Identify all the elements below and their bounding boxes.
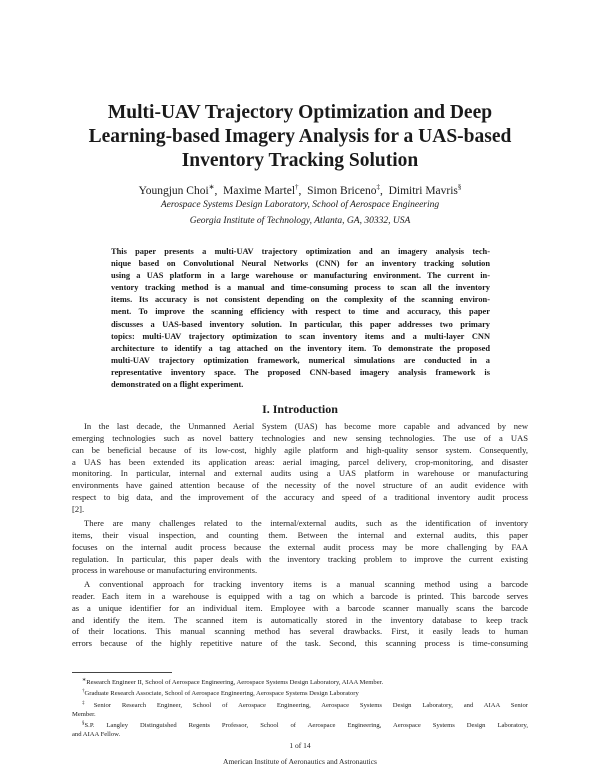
- footnote: [72, 719, 528, 730]
- body-line: [2].: [72, 503, 85, 514]
- body-paragraph: [72, 518, 528, 577]
- author-mark: §: [457, 183, 462, 191]
- author-mark: †: [295, 183, 299, 191]
- abstract-line: multi-UAV trajectory optimization framework, numerical simulations are conducted in a: [111, 355, 490, 365]
- author-list: Youngjun Choi∗, Maxime Martel†, Simon Briceno‡, Dimitri Mavris§: [138, 183, 462, 197]
- footnote-text: S.P. Langley Distinguished Regents Professor, School of Aerospace Engineering, Aerospace Systems Design Laboratory,: [84, 722, 528, 730]
- body-line: A conventional approach for tracking inventory items is a manual scanning method using a barcode: [84, 579, 528, 589]
- body-line: monitoring. In particular, internal and external audits using a UAS platform in warehouse or manufacturing: [72, 468, 528, 479]
- author-name: Maxime Martel: [223, 184, 296, 197]
- author-mark: ‡: [376, 183, 380, 191]
- abstract-line: This paper presents a multi-UAV trajectory optimization and an imagery analysis tech-: [111, 247, 490, 256]
- footnote-text: Research Engineer II, School of Aerospace Engineering, Aerospace Systems Design Laboratory, AIAA Member.: [86, 679, 384, 687]
- author-name: Simon Briceno: [307, 184, 377, 197]
- affiliation-line: Aerospace Systems Design Laboratory, School of Aerospace Engineering: [160, 200, 440, 210]
- abstract: [111, 246, 490, 391]
- body-line: regulation. In particular, this paper deals with the inventory tracking problem to improve the current existing: [72, 553, 528, 564]
- footnote: [72, 676, 528, 687]
- body-paragraph: [72, 579, 528, 650]
- footnote-rule: [72, 672, 172, 673]
- abstract-line: architecture to identify a tag attached on the inventory item. To demonstrate the proposed: [111, 343, 490, 353]
- footnote-continuation: Member.: [72, 710, 96, 718]
- body-line: and identify the item. The scanned item is automatically stored in the inventory database to keep track: [72, 614, 528, 625]
- body-line: reader. Each item in a warehouse is equipped with a tag on which a barcode is printed. This barcode serves: [72, 590, 528, 601]
- abstract-line: nique based on Convolutional Neural Networks (CNN) for an inventory tracking solution: [111, 259, 490, 269]
- footnote-mark: ‡: [82, 700, 94, 706]
- page-number: 1 of 14: [289, 741, 311, 750]
- footnotes: [72, 676, 528, 739]
- footnote: [72, 699, 528, 710]
- body-line: environments have gained attention because of the necessity of the novel structure of an audit evidence with: [72, 480, 528, 491]
- footnote-text: Graduate Research Associate, School of Aerospace Engineering, Aerospace Systems Design Laboratory: [84, 690, 359, 698]
- author-mark: ∗: [208, 183, 215, 191]
- body-line: items, their visual inspection, and counting them. Between the internal and external audits, this paper: [72, 529, 528, 540]
- title-line: Inventory Tracking Solution: [181, 150, 419, 171]
- body-line: There are many challenges related to the internal/external audits, such as the identification of inventory: [84, 518, 528, 528]
- body-line: In the last decade, the Unmanned Aerial System (UAS) has become more capable and advanced by new: [84, 421, 528, 431]
- footnote-continuation: and AIAA Fellow.: [72, 731, 121, 739]
- footnote-mark: †: [82, 689, 85, 695]
- author-name: Dimitri Mavris: [388, 184, 458, 197]
- abstract-line: using a UAS platform in a large warehouse or manufacturing environment. The current in-: [111, 271, 490, 281]
- abstract-line: topics: multi-UAV trajectory optimization to scan inventory items and a multi-layer CNN: [111, 331, 490, 341]
- body-line: a UAS has been extended its application areas: aerial imaging, parcel delivery, crop-monitoring, and disaster: [72, 456, 528, 467]
- abstract-line: demonstrated on a flight experiment.: [111, 380, 244, 390]
- paper-title: [60, 101, 540, 173]
- abstract-line: ment. To improve the scanning efficiency with respect to time and accuracy, this paper: [111, 307, 490, 317]
- abstract-line: items. Its accuracy is not consistent depending on the complexity of the scanning environ-: [111, 295, 490, 305]
- body-line: errors because of the highly repetitive nature of the task. Second, this scanning process is time-consuming: [72, 638, 528, 649]
- affiliation-line: Georgia Institute of Technology, Atlanta, GA, 30332, USA: [189, 216, 411, 226]
- body-line: focuses on the internal audit process because the external audit process may be more challenging by FAA: [72, 541, 528, 552]
- body-paragraph: [72, 421, 528, 516]
- body-line: emerging technologies such as novel battery technologies and new sensing technologies. The use of a UAS: [72, 432, 528, 443]
- body-line: respect to big data, and the improvement of the accuracy and speed of a traditional inventory audit process: [72, 492, 528, 503]
- author-name: Youngjun Choi: [138, 184, 209, 197]
- footnote-mark: §: [82, 720, 85, 726]
- footnote-text: Senior Research Engineer, School of Aerospace Engineering, Aerospace Systems Design Laboratory, and AIAA Senior: [93, 701, 528, 709]
- section-heading: I. Introduction: [262, 402, 338, 416]
- title-line: Learning-based Imagery Analysis for a UAS-based: [88, 126, 512, 147]
- body-line: as a unique identifier for an individual item. Employee with a barcode scanner manually scans the barcode: [72, 602, 528, 613]
- page-footer: American Institute of Aeronautics and Astronautics: [223, 757, 377, 766]
- footnote-mark: ∗: [82, 678, 87, 683]
- footnote: [72, 687, 528, 698]
- title-line: Multi-UAV Trajectory Optimization and Deep: [107, 102, 493, 123]
- abstract-line: discusses a UAS-based inventory solution. In particular, this paper addresses two primary: [111, 319, 490, 329]
- body-line: of their locations. This manual scanning method has several drawbacks. First, it easily leads to human: [72, 626, 528, 637]
- abstract-line: ventory tracking method is a manual and time-consuming process to scan all the inventory: [111, 283, 490, 293]
- body-line: can be beneficial because of its low-cost, highly agile platform and high-quality sensor system. Consequently,: [72, 444, 528, 455]
- abstract-line: representative inventory space. The proposed CNN-based imagery analysis framework is: [111, 367, 490, 377]
- body-line: process in warehouse or manufacturing environments.: [72, 565, 258, 576]
